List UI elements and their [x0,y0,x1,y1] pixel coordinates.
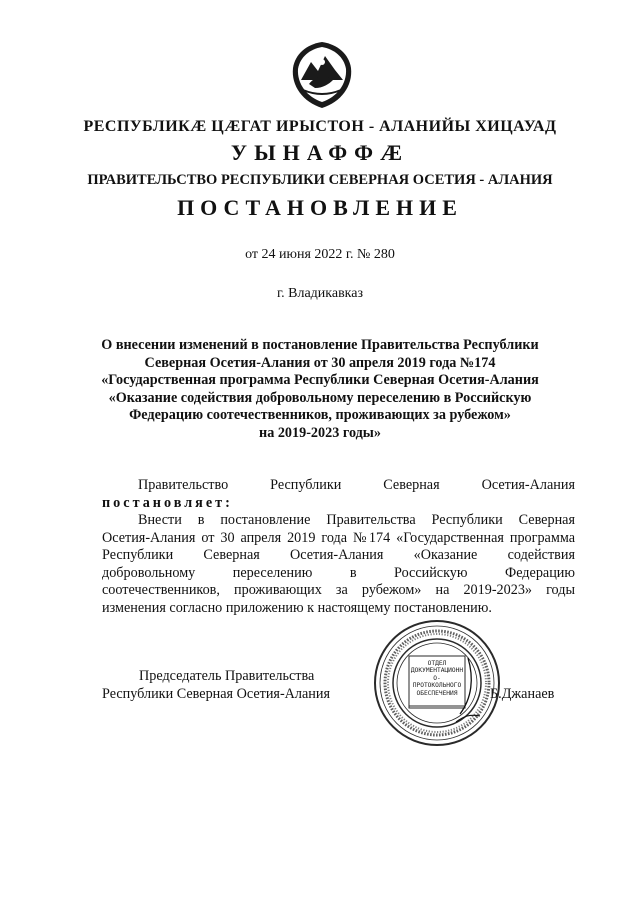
document-city: г. Владикавказ [276,286,364,301]
preamble [102,477,575,512]
coat-of-arms-emblem [289,40,355,110]
preamble-decrees: постановляет: [102,494,233,511]
title-line: Федерацию соотечественников, проживающих за рубежом» [129,407,511,423]
official-stamp-seal [372,618,502,748]
title-line: Северная Осетия-Алания от 30 апреля 2019 года №174 [144,354,496,371]
document-date-number: от 24 июня 2022 г. № 280 [245,247,395,262]
signatory-name: Б.Джанаев [490,686,555,702]
header-ossetian-decree: УЫНАФФÆ [230,140,410,165]
signature-position-line2: Республики Северная Осетия-Алания [102,686,331,702]
body-line: Республики Северная Осетия-Алания «Оказание содействия [102,547,575,563]
title-line: О внесении изменений в постановление Правительства Республики [101,337,539,353]
title-line: «Государственная программа Республики Северная Осетия-Алания [101,372,539,388]
header-ossetian-government: РЕСПУБЛИКÆ ЦÆГАТ ИРЫСТОН - АЛАНИЙЫ ХИЦАУАД [83,118,557,135]
document-body [102,512,575,617]
document-subject-title [0,337,640,442]
document-type-title: ПОСТАНОВЛЕНИЕ [177,195,463,220]
preamble-line: Правительство Республики Северная Осетия-Алания [138,477,575,493]
body-line: изменения согласно приложению к настоящему постановлению. [102,599,492,616]
body-line: добровольному переселению в Российскую Федерацию [102,564,575,581]
signature-position-line1: Председатель Правительства [139,668,315,684]
body-line: соотечественников, проживающих за рубежом» на 2019-2023» годы [102,582,575,598]
body-line: Внести в постановление Правительства Республики Северная [138,512,575,528]
body-line: Осетия-Алания от 30 апреля 2019 года №174 «Государственная программа [102,529,575,546]
title-line: на 2019-2023 годы» [259,424,381,441]
title-line: «Оказание содействия добровольному переселению в Российскую [108,389,532,406]
stamp-center-text: ОТДЕЛ ДОКУМЕНТАЦИОННО-ПРОТОКОЛЬНОГО ОБЕСПЕЧЕНИЯ [410,660,464,697]
header-government-name: ПРАВИТЕЛЬСТВО РЕСПУБЛИКИ СЕВЕРНАЯ ОСЕТИЯ - АЛАНИЯ [87,172,553,188]
